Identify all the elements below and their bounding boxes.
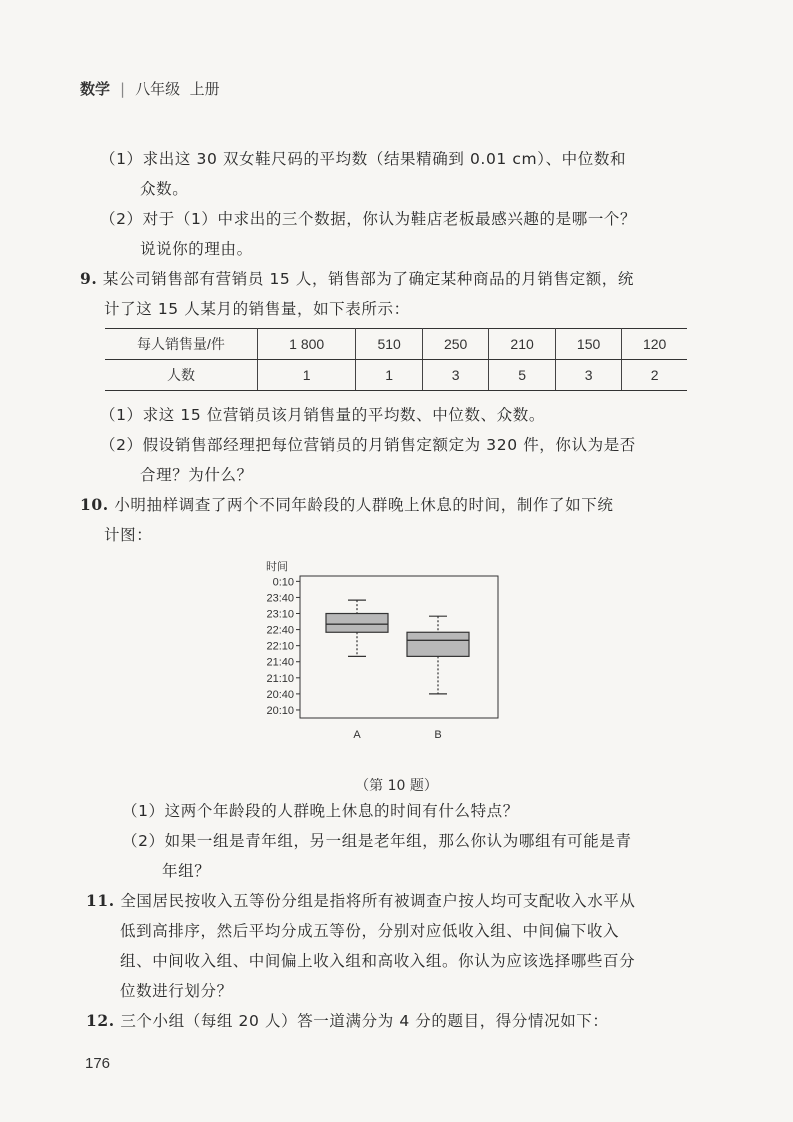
y-tick-label: 21:10 bbox=[266, 672, 294, 685]
y-axis-label: 时间 bbox=[266, 560, 288, 573]
y-tick-label: 21:40 bbox=[266, 656, 294, 669]
q10-text-line1: 小明抽样调查了两个不同年龄段的人群晚上休息的时间，制作了如下统 bbox=[114, 496, 614, 514]
q10-part2-line2: 年组？ bbox=[162, 862, 211, 880]
y-tick-label: 23:10 bbox=[266, 608, 294, 621]
header-separator: | bbox=[120, 80, 126, 98]
y-tick-label: 22:40 bbox=[266, 624, 294, 637]
x-category-label: B bbox=[434, 729, 442, 741]
y-tick-label: 20:10 bbox=[266, 704, 294, 717]
y-tick-label: 0:10 bbox=[272, 576, 294, 589]
q12-line1 bbox=[86, 1010, 609, 1032]
q8-part2-line2: 说说你的理由。 bbox=[140, 240, 253, 258]
running-header bbox=[80, 78, 220, 99]
q9-part1: （1）求这 15 位营销员该月销售量的平均数、中位数、众数。 bbox=[100, 406, 545, 424]
q9-part2-line1: （2）假设销售部经理把每位营销员的月销售定额定为 320 件，你认为是否 bbox=[100, 436, 636, 454]
box-A bbox=[326, 614, 388, 633]
table-cell: 1 800 bbox=[258, 329, 356, 360]
x-category-label: A bbox=[353, 729, 361, 741]
q10-part2-line1: （2）如果一组是青年组，另一组是老年组，那么你认为哪组有可能是青 bbox=[122, 832, 632, 850]
table-row-header: 每人销售量/件 bbox=[105, 329, 258, 360]
q11-text-line1: 全国居民按收入五等份分组是指将所有被调查户按人均可支配收入水平从 bbox=[120, 892, 636, 910]
table-cell: 1 bbox=[356, 360, 422, 391]
q9-number: 9. bbox=[80, 269, 98, 288]
table-cell: 3 bbox=[422, 360, 488, 391]
q11-line2: 低到高排序，然后平均分成五等份，分别对应低收入组、中间偏下收入 bbox=[120, 922, 620, 940]
q9-line1 bbox=[80, 268, 634, 290]
y-tick-label: 20:40 bbox=[266, 688, 294, 701]
q12-number: 12. bbox=[86, 1011, 115, 1030]
box-B bbox=[407, 632, 469, 656]
q10-line2: 计图： bbox=[104, 526, 153, 544]
header-volume: 上册 bbox=[189, 80, 220, 98]
table-cell: 510 bbox=[356, 329, 422, 360]
table-cell: 120 bbox=[622, 329, 687, 360]
y-tick-label: 23:40 bbox=[266, 592, 294, 605]
table-cell: 2 bbox=[622, 360, 687, 391]
q10-part1: （1）这两个年龄段的人群晚上休息的时间有什么特点？ bbox=[122, 802, 519, 820]
table-row-header: 人数 bbox=[105, 360, 258, 391]
boxplot-chart bbox=[250, 556, 510, 746]
table-row bbox=[105, 360, 687, 391]
header-subject: 数学 bbox=[80, 80, 111, 98]
table-cell: 5 bbox=[489, 360, 555, 391]
table-cell: 3 bbox=[555, 360, 621, 391]
q9-text-line1: 某公司销售部有营销员 15 人，销售部为了确定某种商品的月销售定额，统 bbox=[102, 270, 635, 288]
q12-text-line1: 三个小组（每组 20 人）答一道满分为 4 分的题目，得分情况如下： bbox=[120, 1012, 609, 1030]
q8-part2-line1: （2）对于（1）中求出的三个数据，你认为鞋店老板最感兴趣的是哪一个？ bbox=[100, 210, 637, 228]
sales-table bbox=[105, 328, 687, 391]
header-grade: 八年级 bbox=[135, 80, 181, 98]
table-cell: 210 bbox=[489, 329, 555, 360]
q8-part1-line2: 众数。 bbox=[140, 180, 189, 198]
table-row bbox=[105, 329, 687, 360]
table-cell: 250 bbox=[422, 329, 488, 360]
q11-number: 11. bbox=[86, 891, 115, 910]
q9-line2: 计了这 15 人某月的销售量，如下表所示： bbox=[104, 300, 410, 318]
page-number: 176 bbox=[85, 1055, 111, 1072]
q11-line3: 组、中间收入组、中间偏上收入组和高收入组。你认为应该选择哪些百分 bbox=[120, 952, 636, 970]
q10-number: 10. bbox=[80, 495, 109, 514]
figure-caption: （第 10 题） bbox=[355, 778, 438, 794]
q11-line1 bbox=[86, 890, 636, 912]
table-cell: 150 bbox=[555, 329, 621, 360]
q10-line1 bbox=[80, 494, 613, 516]
q8-part1-line1: （1）求出这 30 双女鞋尺码的平均数（结果精确到 0.01 cm）、中位数和 bbox=[100, 150, 627, 168]
q11-line4: 位数进行划分？ bbox=[120, 982, 233, 1000]
q9-part2-line2: 合理？为什么？ bbox=[140, 466, 253, 484]
table-cell: 1 bbox=[258, 360, 356, 391]
y-tick-label: 22:10 bbox=[266, 640, 294, 653]
